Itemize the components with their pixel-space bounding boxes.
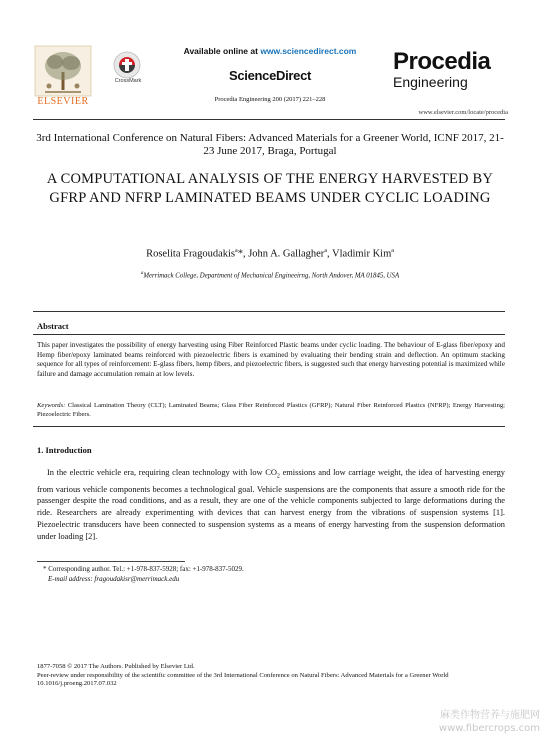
keywords-label: Keywords: [37, 402, 66, 409]
elsevier-tree-logo [33, 44, 93, 104]
abstract-heading: Abstract [37, 321, 69, 331]
footnote [43, 565, 443, 584]
author-name: Roselita Fragoudakis [146, 248, 236, 260]
abstract-body: This paper investigates the possibility of energy harvesting using Fiber Reinforced Plastic beams under cyclic loading. The behaviour of E-glass fiber/epoxy and Hemp fiber/epoxy laminated beams reinforced with piezoelectric fibers is examined by evaluating their bending strain and deflection. An optimum stacking sequence for all types of reinforcement: E-glass fibers, hemp fibers, and piezoelectric fibers, is suggested such that energy harvesting potential is maximized while failure and damage accumulation remain at low levels. [37, 341, 505, 378]
sciencedirect-logo: ScienceDirect [228, 68, 312, 83]
affiliation-mark: a [140, 271, 144, 276]
keywords [37, 402, 505, 419]
intro-text: emissions and low carriage weight, the idea of harvesting energy from various vehicle components becomes a technological goal. Vehicle suspensions are the components that assure a smooth ride for the passenger despite the road conditions, and as a result, they are one of the vehicle components subjected to large deformations during the ride. Researchers are already experimenting with devices that can harvest energy from the vibrations of suspension systems [1]. Piezoelectric transducers have been connected to suspension systems as a means of energy harvesting from the suspension deformation under loading [2]. [37, 468, 505, 542]
abstract-top-rule [33, 311, 505, 312]
paper-title: A COMPUTATIONAL ANALYSIS OF THE ENERGY HARVESTED BY GFRP AND NFRP LAMINATED BEAMS UNDER CYCLIC LOADING [46, 171, 494, 206]
crossmark-label: CrossMark [114, 78, 142, 84]
procedia-subtitle: Engineering [393, 74, 468, 90]
conference-info: 3rd International Conference on Natural Fibers: Advanced Materials for a Greener World, ICNF 2017, 21-23 June 2017, Braga, Portugal [36, 132, 504, 157]
introduction-paragraph [37, 467, 505, 543]
abstract-bottom-rule [33, 426, 505, 427]
affiliation-text: Merrimack College, Department of Mechanical Engineeirng, North Andover, MA 01845, USA [143, 272, 400, 280]
procedia-title: Procedia [393, 48, 491, 75]
affiliation [40, 271, 500, 279]
author-name: , Vladimir Kim [326, 248, 392, 260]
corresponding-mark: * [237, 248, 243, 260]
co2-subscript: 2 [276, 473, 280, 480]
copyright-line: 1877-7058 © 2017 The Authors. Published by Elsevier Ltd. [37, 663, 195, 670]
author-affiliation-mark: a [235, 248, 238, 254]
author-affiliation-mark: a [391, 248, 394, 254]
footnote-rule [37, 561, 185, 562]
crossmark-icon[interactable] [113, 51, 141, 79]
peer-review-line: Peer-review under responsibility of the scientific committee of the 3rd International Conference on Natural Fibers: Advanced Materials for a Greener World [37, 671, 449, 679]
watermark [380, 709, 540, 735]
watermark-url: www.fibercrops.com [438, 723, 540, 734]
watermark-cn: 麻类作物营养与施肥网 [440, 710, 540, 721]
header-divider [33, 119, 505, 120]
email-address: E-mail address: fragoudakisr@merrimack.edu [48, 574, 180, 583]
journal-reference: Procedia Engineering 200 (2017) 221–228 [214, 96, 326, 103]
elsevier-wordmark: ELSEVIER [37, 96, 89, 107]
procedia-url[interactable]: www.elsevier.com/locate/procedia [418, 109, 508, 116]
doi-line[interactable]: 10.1016/j.proeng.2017.07.032 [37, 680, 117, 688]
author-affiliation-mark: a [324, 248, 327, 254]
copyright-block [37, 663, 507, 689]
keywords-text: Classical Lamination Theory (CLT); Laminated Beams; Glass Fiber Reinforced Plastics (GFRP); Natural Fiber Reinforced Plastics (NFRP); Energy Harvesting; Piezoelectric Fibers. [37, 402, 505, 418]
section-heading-introduction: 1. Introduction [37, 445, 92, 455]
intro-text: In the electric vehicle era, requiring clean technology with low CO [47, 468, 277, 477]
sciencedirect-link[interactable]: www.sciencedirect.com [260, 46, 357, 56]
author-list [40, 248, 500, 260]
corresponding-author-note: * Corresponding author. Tel.: +1-978-837-5928; fax: +1-978-837-5029. [43, 565, 244, 573]
procedia-logo [393, 50, 505, 90]
available-prefix: Available online at [183, 46, 261, 56]
available-online [145, 46, 395, 56]
abstract-heading-rule [33, 334, 505, 335]
author-name: , John A. Gallagher [242, 248, 325, 260]
